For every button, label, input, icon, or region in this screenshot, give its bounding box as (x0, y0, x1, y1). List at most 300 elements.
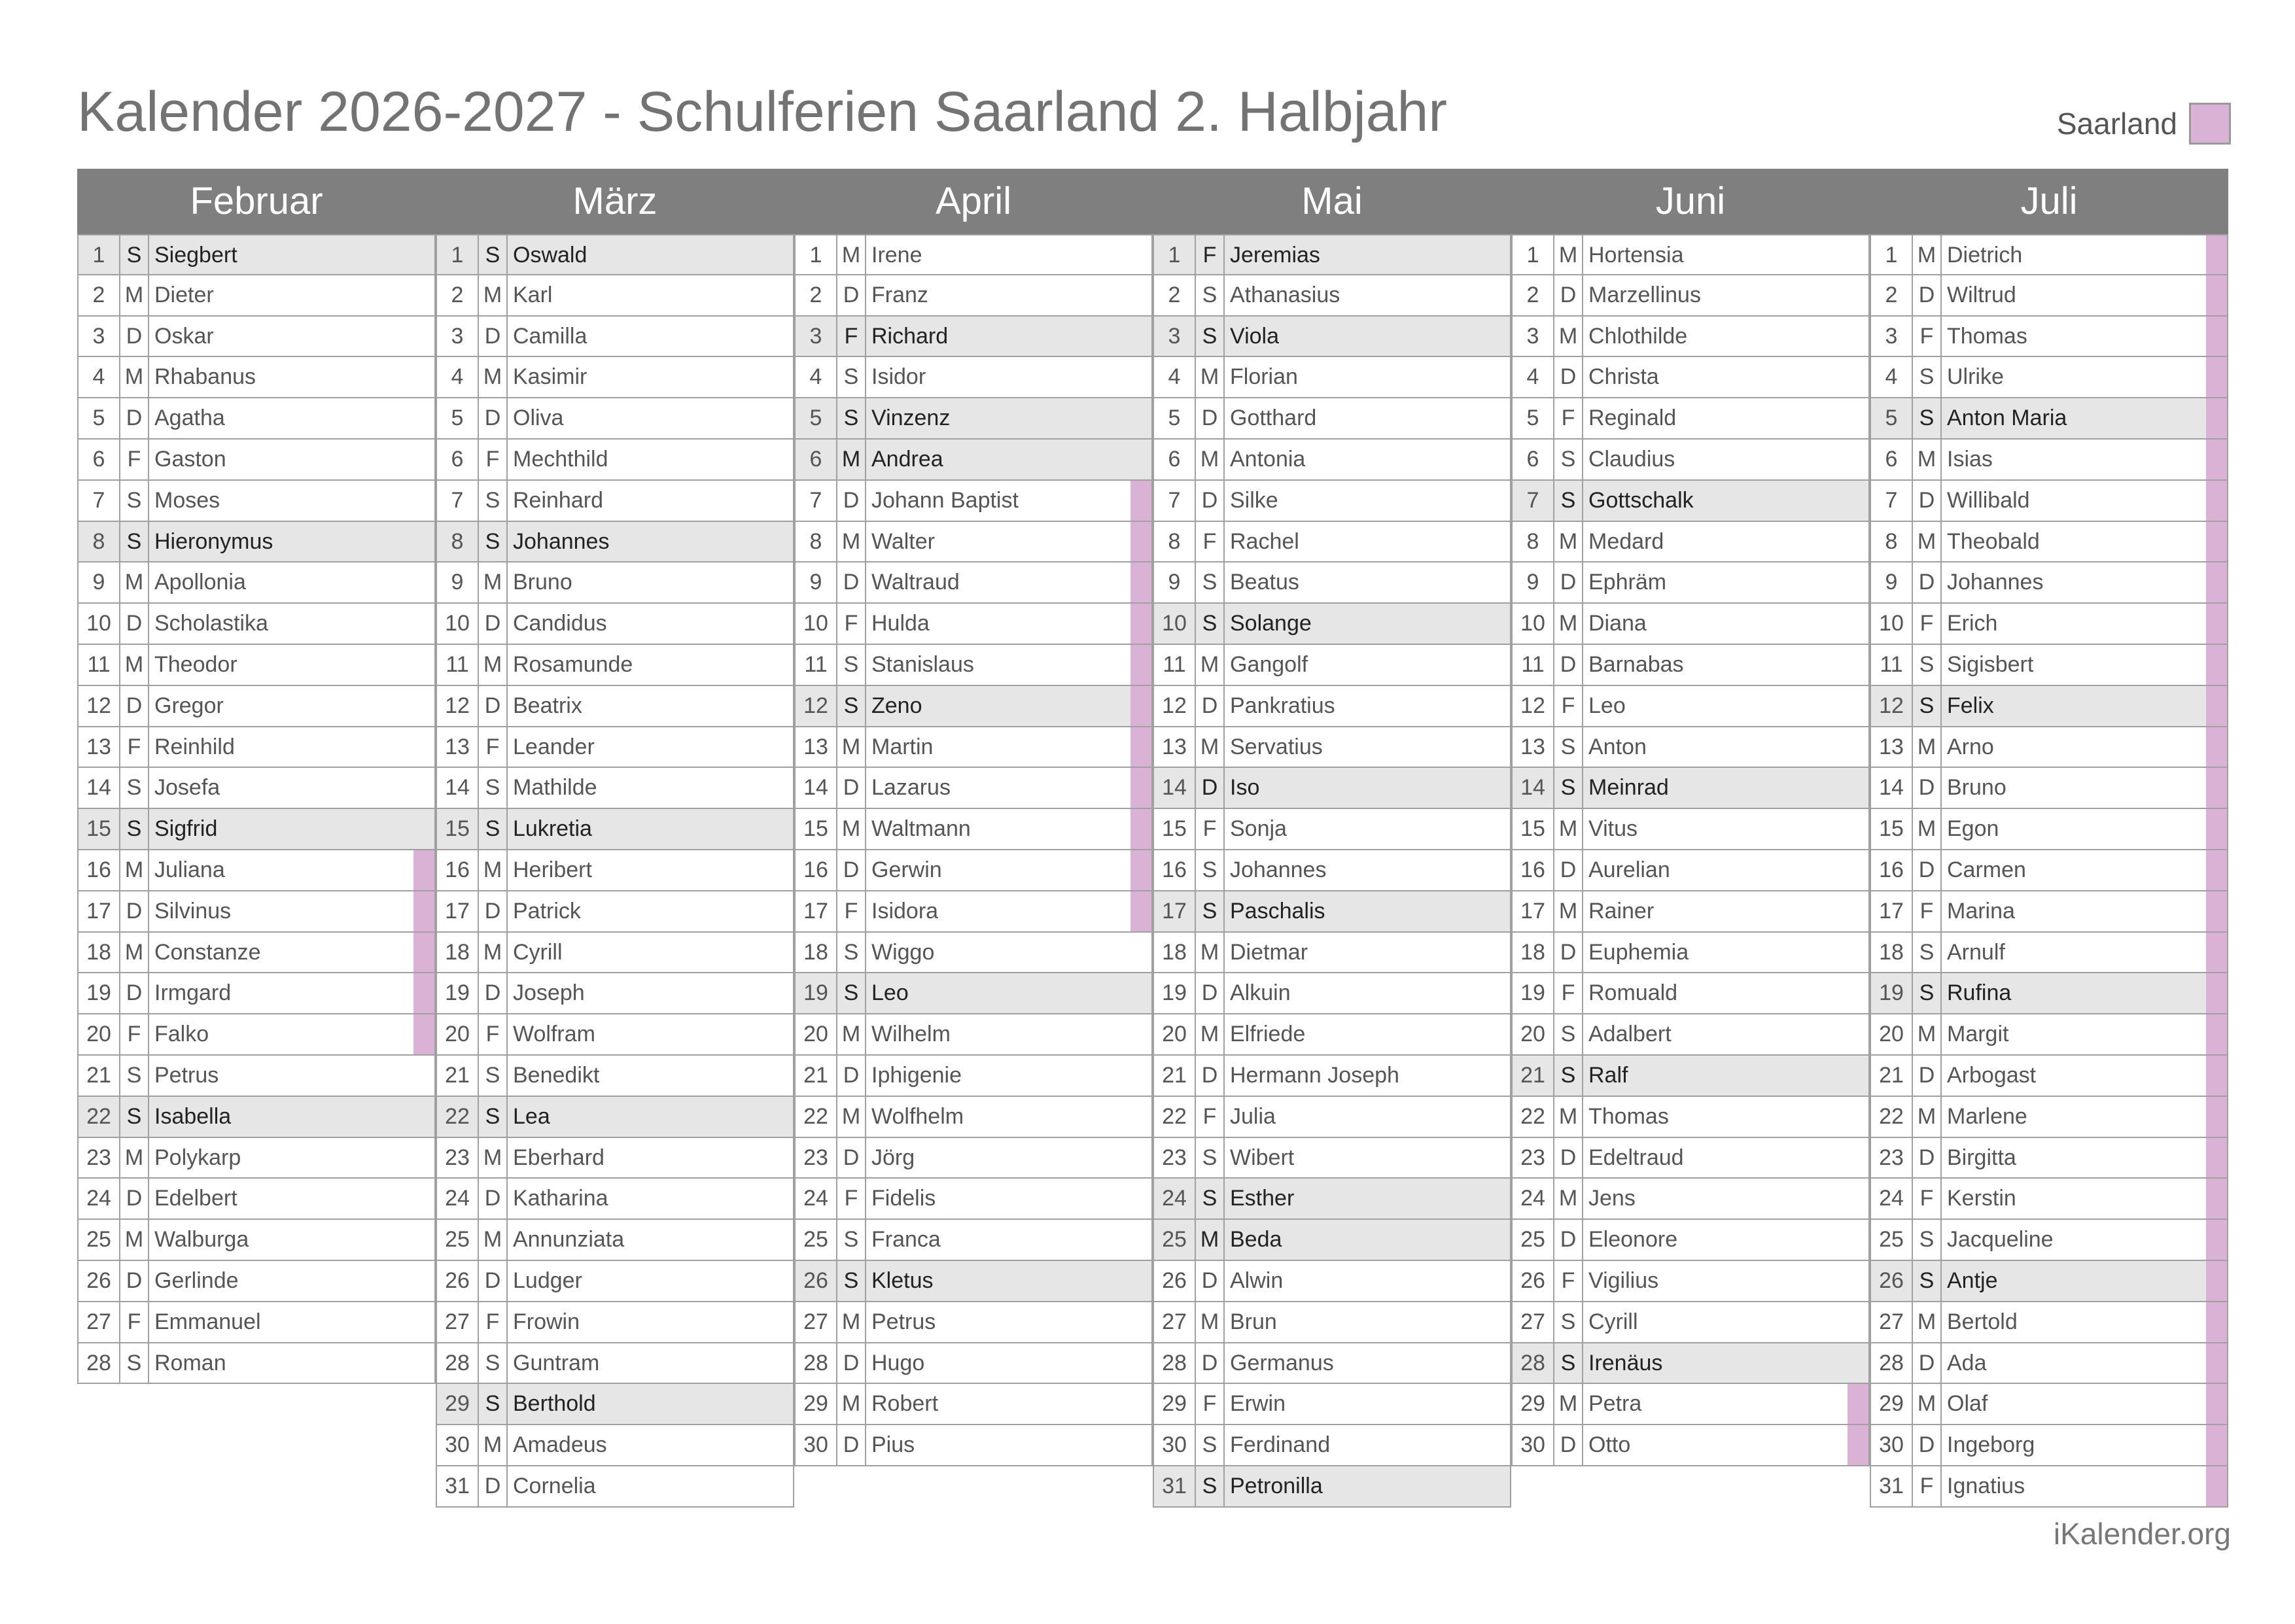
holiday-marker-empty (1848, 1138, 1868, 1178)
holiday-marker-empty (1489, 933, 1510, 973)
name-day: Bruno (513, 570, 572, 595)
holiday-marker-empty (1848, 1014, 1868, 1054)
day-row (436, 562, 794, 604)
name-day: Alwin (1230, 1268, 1284, 1293)
day-number: 17 (796, 891, 837, 931)
day-row (794, 850, 1153, 891)
holiday-marker-empty (1130, 973, 1151, 1013)
day-number: 7 (1871, 481, 1913, 521)
month-column (794, 234, 1153, 1466)
name-day: Oswald (513, 243, 587, 268)
weekday-letter: S (120, 522, 149, 562)
weekday-letter: S (479, 809, 508, 849)
name-day: Stanislaus (871, 651, 974, 677)
holiday-marker (1130, 891, 1151, 931)
holiday-marker-empty (772, 604, 793, 644)
day-row (436, 645, 794, 686)
holiday-marker (1848, 1425, 1868, 1465)
holiday-marker-empty (1489, 850, 1510, 890)
day-row (1153, 768, 1511, 809)
day-row (1511, 1220, 1870, 1261)
day-row (794, 604, 1153, 645)
day-number: 20 (1513, 1014, 1554, 1054)
name-day: Agatha (154, 406, 225, 431)
holiday-marker (2206, 481, 2227, 521)
name-day: Petra (1588, 1391, 1642, 1417)
holiday-marker-empty (772, 1056, 793, 1096)
name-day: Hugo (871, 1350, 925, 1375)
day-row (77, 357, 436, 398)
day-row (1870, 357, 2228, 398)
name-day: Irenäus (1588, 1350, 1663, 1375)
day-number: 10 (1513, 604, 1554, 644)
weekday-letter: M (1554, 604, 1583, 644)
day-number: 24 (79, 1179, 120, 1218)
name-day: Erwin (1230, 1391, 1286, 1417)
day-row (1153, 850, 1511, 891)
day-row (1153, 1014, 1511, 1056)
day-row (436, 398, 794, 440)
name-day: Claudius (1588, 446, 1675, 472)
day-number: 3 (437, 317, 479, 356)
day-row (77, 275, 436, 317)
day-number: 3 (796, 317, 837, 356)
day-row (794, 1179, 1153, 1220)
weekday-letter: D (1913, 1056, 1942, 1096)
weekday-letter: D (1913, 850, 1942, 890)
day-row (77, 1302, 436, 1343)
holiday-marker (413, 933, 434, 973)
name-day: Franz (871, 282, 928, 307)
day-number: 16 (796, 850, 837, 890)
holiday-marker-empty (413, 768, 434, 808)
day-row (1870, 1056, 2228, 1097)
holiday-marker-empty (772, 317, 793, 356)
name-day: Petronilla (1230, 1473, 1323, 1498)
day-row (794, 1384, 1153, 1425)
day-number: 3 (79, 317, 120, 356)
holiday-marker-empty (1489, 398, 1510, 438)
weekday-letter: D (837, 1138, 866, 1178)
name-day: Reinhild (154, 734, 235, 759)
day-row (77, 1014, 436, 1056)
weekday-letter: M (1196, 440, 1225, 479)
holiday-marker-empty (772, 1384, 793, 1424)
weekday-letter: S (1196, 1425, 1225, 1465)
day-row (1870, 1302, 2228, 1343)
day-number: 17 (1871, 891, 1913, 931)
holiday-marker-empty (772, 1466, 793, 1506)
name-day: Juliana (154, 857, 225, 882)
holiday-marker-empty (772, 933, 793, 973)
day-number: 28 (437, 1343, 479, 1383)
name-day: Mechthild (513, 446, 608, 472)
day-number: 21 (79, 1056, 120, 1096)
day-row (436, 522, 794, 563)
weekday-letter: S (479, 1343, 508, 1383)
name-day: Jeremias (1230, 243, 1320, 268)
day-row (1870, 1138, 2228, 1179)
weekday-letter: S (479, 235, 508, 274)
holiday-marker-empty (1848, 850, 1868, 890)
name-day: Wilhelm (871, 1022, 951, 1047)
weekday-letter: F (1196, 1097, 1225, 1137)
weekday-letter: D (837, 1425, 866, 1465)
day-row (436, 1138, 794, 1179)
day-number: 26 (1871, 1261, 1913, 1301)
holiday-marker (2206, 275, 2227, 315)
weekday-letter: D (1913, 1343, 1942, 1383)
name-day: Gregor (154, 693, 224, 718)
name-day: Ignatius (1947, 1473, 2025, 1498)
day-number: 2 (1871, 275, 1913, 315)
weekday-letter: M (1554, 317, 1583, 356)
page-title: Kalender 2026-2027 - Schulferien Saarland 2. Halbjahr (77, 80, 1448, 143)
holiday-marker-empty (1848, 522, 1868, 562)
name-day: Reinhard (513, 487, 603, 513)
name-day: Lea (513, 1103, 550, 1129)
day-number: 10 (437, 604, 479, 644)
day-number: 19 (437, 973, 479, 1013)
day-row (1870, 275, 2228, 317)
weekday-letter: S (1913, 933, 1942, 973)
name-day: Paschalis (1230, 898, 1325, 924)
name-day: Irene (871, 243, 922, 268)
name-day: Johannes (513, 528, 610, 554)
weekday-letter: S (837, 398, 866, 438)
holiday-marker (2206, 850, 2227, 890)
day-number: 11 (1154, 645, 1196, 685)
day-row (1511, 1425, 1870, 1466)
day-number: 15 (1513, 809, 1554, 849)
name-day: Patrick (513, 898, 581, 924)
legend-label: Saarland (2056, 107, 2177, 141)
day-number: 1 (1154, 235, 1196, 274)
day-number: 9 (1871, 562, 1913, 602)
holiday-marker (1130, 645, 1151, 685)
day-number: 31 (1154, 1466, 1196, 1506)
day-row (1153, 933, 1511, 974)
holiday-marker-empty (1489, 686, 1510, 726)
day-number: 29 (1871, 1384, 1913, 1424)
day-row (794, 645, 1153, 686)
name-day: Gotthard (1230, 406, 1317, 431)
day-number: 5 (1871, 398, 1913, 438)
day-row (1870, 686, 2228, 727)
weekday-letter: M (120, 275, 149, 315)
weekday-letter: D (479, 1261, 508, 1301)
name-day: Solange (1230, 611, 1312, 636)
day-number: 24 (1154, 1179, 1196, 1218)
name-day: Isidora (871, 898, 939, 924)
weekday-letter: S (837, 686, 866, 726)
holiday-marker-empty (1489, 1302, 1510, 1342)
day-row (436, 234, 794, 275)
day-number: 26 (1513, 1261, 1554, 1301)
day-row (1870, 481, 2228, 522)
holiday-marker-empty (1489, 1056, 1510, 1096)
day-row (436, 1466, 794, 1508)
day-row (1153, 809, 1511, 850)
day-number: 17 (437, 891, 479, 931)
holiday-marker-empty (1489, 809, 1510, 849)
name-day: Josefa (154, 775, 220, 801)
name-day: Rhabanus (154, 364, 256, 390)
day-number: 19 (79, 973, 120, 1013)
weekday-letter: F (479, 1302, 508, 1342)
name-day: Gerlinde (154, 1268, 239, 1293)
day-number: 30 (1871, 1425, 1913, 1465)
holiday-marker-empty (1130, 1384, 1151, 1424)
day-row (1153, 1302, 1511, 1343)
name-day: Adalbert (1588, 1022, 1672, 1047)
holiday-marker-empty (772, 1261, 793, 1301)
name-day: Thomas (1947, 323, 2027, 349)
name-day: Iphigenie (871, 1062, 962, 1088)
day-number: 14 (437, 768, 479, 808)
day-row (794, 891, 1153, 933)
day-row (1511, 440, 1870, 481)
weekday-letter: M (1196, 933, 1225, 973)
name-day: Cornelia (513, 1473, 596, 1498)
day-row (1511, 1097, 1870, 1138)
day-row (1153, 1261, 1511, 1302)
weekday-letter: D (1913, 1138, 1942, 1178)
weekday-letter: S (1554, 1302, 1583, 1342)
name-day: Rufina (1947, 980, 2012, 1006)
day-row (1153, 727, 1511, 769)
weekday-letter: M (837, 727, 866, 767)
day-number: 10 (1154, 604, 1196, 644)
weekday-letter: M (479, 357, 508, 397)
day-number: 13 (1154, 727, 1196, 767)
day-number: 16 (1513, 850, 1554, 890)
weekday-letter: S (1196, 850, 1225, 890)
holiday-marker-empty (1848, 1179, 1868, 1218)
holiday-marker-empty (1848, 809, 1868, 849)
day-row (436, 1302, 794, 1343)
holiday-marker-empty (1489, 1179, 1510, 1218)
day-row (436, 1384, 794, 1425)
name-day: Edeltraud (1588, 1145, 1684, 1170)
day-row (1511, 768, 1870, 809)
day-row (1153, 398, 1511, 440)
name-day: Medard (1588, 528, 1664, 554)
holiday-marker-empty (1848, 398, 1868, 438)
weekday-letter: S (837, 645, 866, 685)
day-row (1870, 768, 2228, 809)
day-row (436, 973, 794, 1014)
day-row (1153, 1138, 1511, 1179)
day-row (794, 809, 1153, 850)
holiday-marker-empty (413, 1220, 434, 1260)
weekday-letter: M (1196, 645, 1225, 685)
weekday-letter: S (837, 1261, 866, 1301)
day-row (77, 1343, 436, 1385)
name-day: Isabella (154, 1103, 232, 1129)
weekday-letter: D (1196, 686, 1225, 726)
name-day: Camilla (513, 323, 587, 349)
holiday-marker-empty (772, 1138, 793, 1178)
name-day: Athanasius (1230, 282, 1340, 307)
holiday-marker-empty (772, 850, 793, 890)
name-day: Ada (1947, 1350, 1987, 1375)
weekday-letter: F (1913, 604, 1942, 644)
name-day: Arbogast (1947, 1062, 2037, 1088)
day-row (77, 604, 436, 645)
day-number: 1 (796, 235, 837, 274)
name-day: Beda (1230, 1227, 1282, 1253)
weekday-letter: F (837, 891, 866, 931)
day-number: 2 (437, 275, 479, 315)
weekday-letter: S (120, 1343, 149, 1383)
day-row (436, 850, 794, 891)
day-row (794, 1425, 1153, 1466)
name-day: Moses (154, 487, 220, 513)
name-day: Willibald (1947, 487, 2030, 513)
name-day: Barnabas (1588, 651, 1684, 677)
day-row (794, 440, 1153, 481)
day-number: 21 (796, 1056, 837, 1096)
day-row (436, 317, 794, 358)
holiday-marker-empty (1130, 1425, 1151, 1465)
holiday-marker-empty (1848, 891, 1868, 931)
day-row (436, 1056, 794, 1097)
day-number: 19 (1154, 973, 1196, 1013)
name-day: Kletus (871, 1268, 934, 1293)
weekday-letter: D (1196, 398, 1225, 438)
holiday-marker-empty (1489, 1138, 1510, 1178)
day-number: 1 (437, 235, 479, 274)
name-day: Theodor (154, 651, 237, 677)
day-row (1870, 562, 2228, 604)
day-number: 17 (1154, 891, 1196, 931)
day-row (1511, 317, 1870, 358)
day-number: 5 (1154, 398, 1196, 438)
holiday-marker-empty (413, 604, 434, 644)
name-day: Isidor (871, 364, 926, 390)
name-day: Ludger (513, 1268, 582, 1293)
day-number: 23 (1513, 1138, 1554, 1178)
day-row (1153, 562, 1511, 604)
holiday-marker (2206, 1220, 2227, 1260)
holiday-marker (2206, 1261, 2227, 1301)
weekday-letter: F (1196, 522, 1225, 562)
name-day: Esther (1230, 1186, 1295, 1211)
holiday-marker-empty (1130, 235, 1151, 274)
month-title-mai: Mai (1301, 180, 1363, 222)
day-number: 17 (1513, 891, 1554, 931)
day-row (77, 1220, 436, 1261)
name-day: Walburga (154, 1227, 249, 1253)
day-row (77, 522, 436, 563)
day-number: 25 (1513, 1220, 1554, 1260)
day-row (1153, 1056, 1511, 1097)
weekday-letter: S (1554, 440, 1583, 479)
name-day: Birgitta (1947, 1145, 2016, 1170)
name-day: Rainer (1588, 898, 1655, 924)
day-row (436, 1179, 794, 1220)
weekday-letter: S (120, 481, 149, 521)
name-day: Johannes (1947, 570, 2044, 595)
day-row (1511, 562, 1870, 604)
weekday-letter: F (1554, 398, 1583, 438)
day-number: 4 (1154, 357, 1196, 397)
name-day: Joseph (513, 980, 585, 1006)
holiday-marker (2206, 727, 2227, 767)
day-number: 4 (1513, 357, 1554, 397)
holiday-marker-empty (1489, 357, 1510, 397)
day-number: 14 (796, 768, 837, 808)
name-day: Sigfrid (154, 816, 218, 842)
day-row (77, 1179, 436, 1220)
day-row (1870, 1384, 2228, 1425)
day-number: 16 (1154, 850, 1196, 890)
day-number: 6 (1513, 440, 1554, 479)
weekday-letter: M (1913, 522, 1942, 562)
day-row (77, 891, 436, 933)
day-number: 13 (1871, 727, 1913, 767)
weekday-letter: M (1554, 1179, 1583, 1218)
holiday-marker-empty (413, 1056, 434, 1096)
name-day: Julia (1230, 1103, 1276, 1129)
holiday-marker-empty (772, 1302, 793, 1342)
name-day: Pankratius (1230, 693, 1335, 718)
holiday-marker-empty (1130, 275, 1151, 315)
holiday-marker-empty (1130, 1138, 1151, 1178)
day-row (1870, 1261, 2228, 1302)
name-day: Theobald (1947, 528, 2040, 554)
holiday-marker-empty (413, 1302, 434, 1342)
name-day: Bruno (1947, 775, 2006, 801)
holiday-marker-empty (1489, 604, 1510, 644)
holiday-marker-empty (1489, 317, 1510, 356)
weekday-letter: F (1196, 1384, 1225, 1424)
weekday-letter: M (479, 1425, 508, 1465)
weekday-letter: F (120, 1302, 149, 1342)
holiday-marker-empty (772, 1425, 793, 1465)
day-number: 6 (79, 440, 120, 479)
weekday-letter: D (479, 891, 508, 931)
day-number: 30 (1154, 1425, 1196, 1465)
day-number: 6 (437, 440, 479, 479)
weekday-letter: F (837, 604, 866, 644)
name-day: Margit (1947, 1022, 2009, 1047)
weekday-letter: S (1196, 604, 1225, 644)
calendar-grid (77, 169, 2228, 1508)
holiday-marker-empty (1130, 357, 1151, 397)
day-number: 7 (1154, 481, 1196, 521)
name-day: Viola (1230, 323, 1279, 349)
weekday-letter: S (120, 1056, 149, 1096)
name-day: Jörg (871, 1145, 915, 1170)
holiday-marker-empty (1130, 1097, 1151, 1137)
name-day: Eberhard (513, 1145, 604, 1170)
holiday-marker-empty (413, 809, 434, 849)
holiday-marker (2206, 809, 2227, 849)
holiday-marker-empty (772, 645, 793, 685)
weekday-letter: S (1554, 1014, 1583, 1054)
weekday-letter: D (120, 1261, 149, 1301)
day-number: 27 (1154, 1302, 1196, 1342)
day-row (1153, 234, 1511, 275)
weekday-letter: M (1554, 235, 1583, 274)
weekday-letter: D (479, 686, 508, 726)
holiday-marker-empty (1848, 1261, 1868, 1301)
day-number: 2 (79, 275, 120, 315)
holiday-marker-empty (1130, 317, 1151, 356)
day-row (77, 1261, 436, 1302)
